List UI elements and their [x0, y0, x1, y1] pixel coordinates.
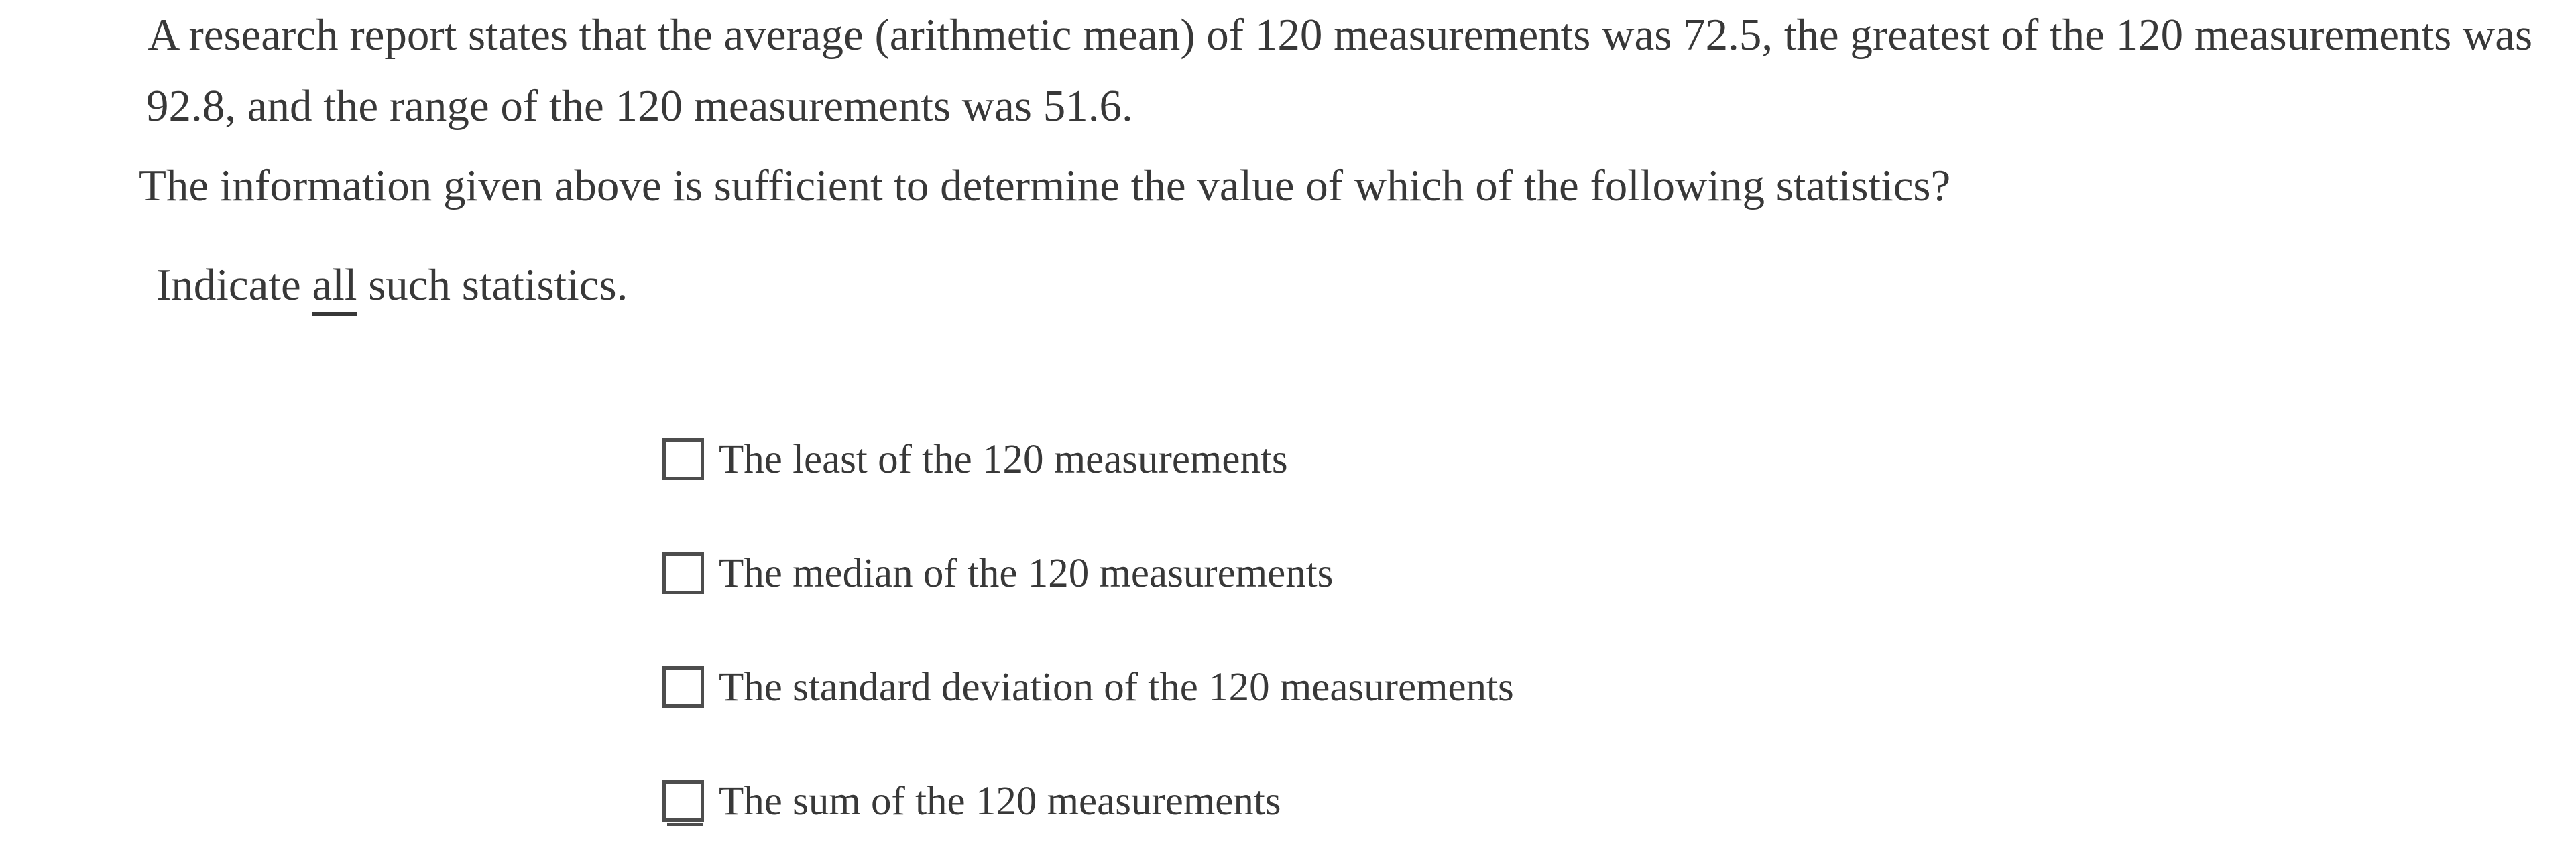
question-prompt: The information given above is sufficient to determine the value of which of the following statistics? [139, 161, 1951, 210]
option-label-sum[interactable]: The sum of the 120 measurements [719, 778, 1281, 824]
instruction-suffix: such statistics. [357, 260, 628, 310]
option-label-median[interactable]: The median of the 120 measurements [719, 550, 1334, 596]
option-row-sum[interactable] [662, 778, 1281, 824]
question-stem-line-2: 92.8, and the range of the 120 measurements was 51.6. [146, 81, 1133, 131]
question-stem-line-1: A research report states that the average (arithmetic mean) of 120 measurements was 72.5, the greatest of the 120 measurements was [148, 10, 2533, 60]
question-instruction [156, 260, 628, 310]
option-label-least[interactable]: The least of the 120 measurements [719, 436, 1288, 482]
instruction-emphasis: all [312, 260, 357, 316]
option-checkbox-sum[interactable] [662, 780, 704, 822]
option-checkbox-median[interactable] [662, 552, 704, 594]
option-row-standard-deviation[interactable] [662, 664, 1514, 711]
option-label-standard-deviation[interactable]: The standard deviation of the 120 measurements [719, 664, 1514, 710]
instruction-prefix: Indicate [156, 260, 312, 310]
option-checkbox-least[interactable] [662, 438, 704, 480]
option-row-median[interactable] [662, 550, 1333, 597]
option-row-least[interactable] [662, 436, 1288, 483]
option-checkbox-standard-deviation[interactable] [662, 666, 704, 708]
